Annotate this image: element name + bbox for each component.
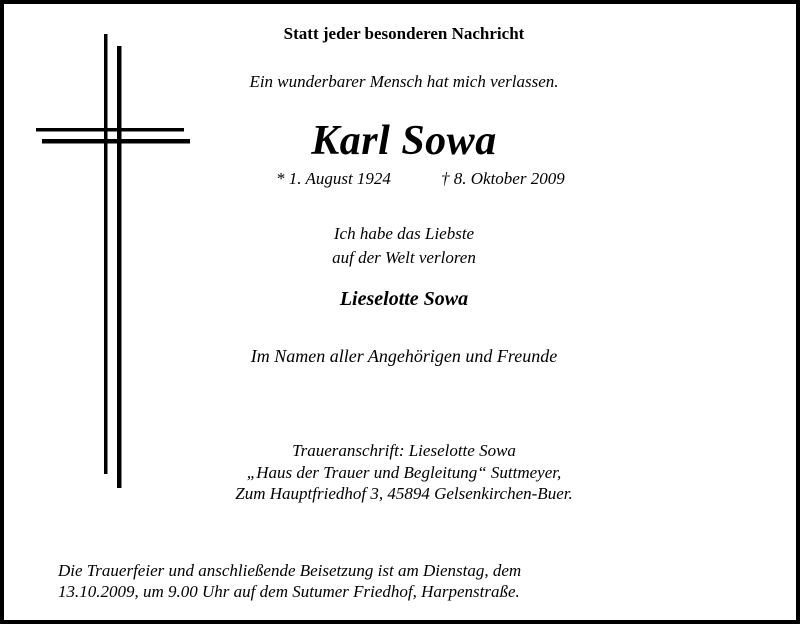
verse-line: auf der Welt verloren — [332, 248, 476, 267]
birth-date: * 1. August 1924 — [276, 169, 391, 188]
signer-name: Lieselotte Sowa — [339, 288, 469, 310]
intro-line: Ein wunderbarer Mensch hat mich verlassen. — [249, 72, 559, 91]
death-date: † 8. Oktober 2009 — [441, 169, 565, 188]
ceremony-line: 13.10.2009, um 9.00 Uhr auf dem Sutumer Friedhof, Harpenstraße. — [58, 582, 520, 601]
verse-line: Ich habe das Liebste — [333, 224, 475, 243]
address-line: „Haus der Trauer und Begleitung“ Suttmeyer, — [246, 463, 562, 482]
address-line: Zum Hauptfriedhof 3, 45894 Gelsenkirchen-Buer. — [235, 484, 573, 503]
cross-icon — [4, 4, 800, 628]
on-behalf-line: Im Namen aller Angehörigen und Freunde — [250, 346, 558, 366]
ceremony-line: Die Trauerfeier und anschließende Beisetzung ist am Dienstag, dem — [58, 561, 522, 580]
notice-header: Statt jeder besonderen Nachricht — [283, 24, 525, 43]
deceased-name: Karl Sowa — [311, 118, 497, 164]
address-line: Traueranschrift: Lieselotte Sowa — [292, 441, 516, 460]
